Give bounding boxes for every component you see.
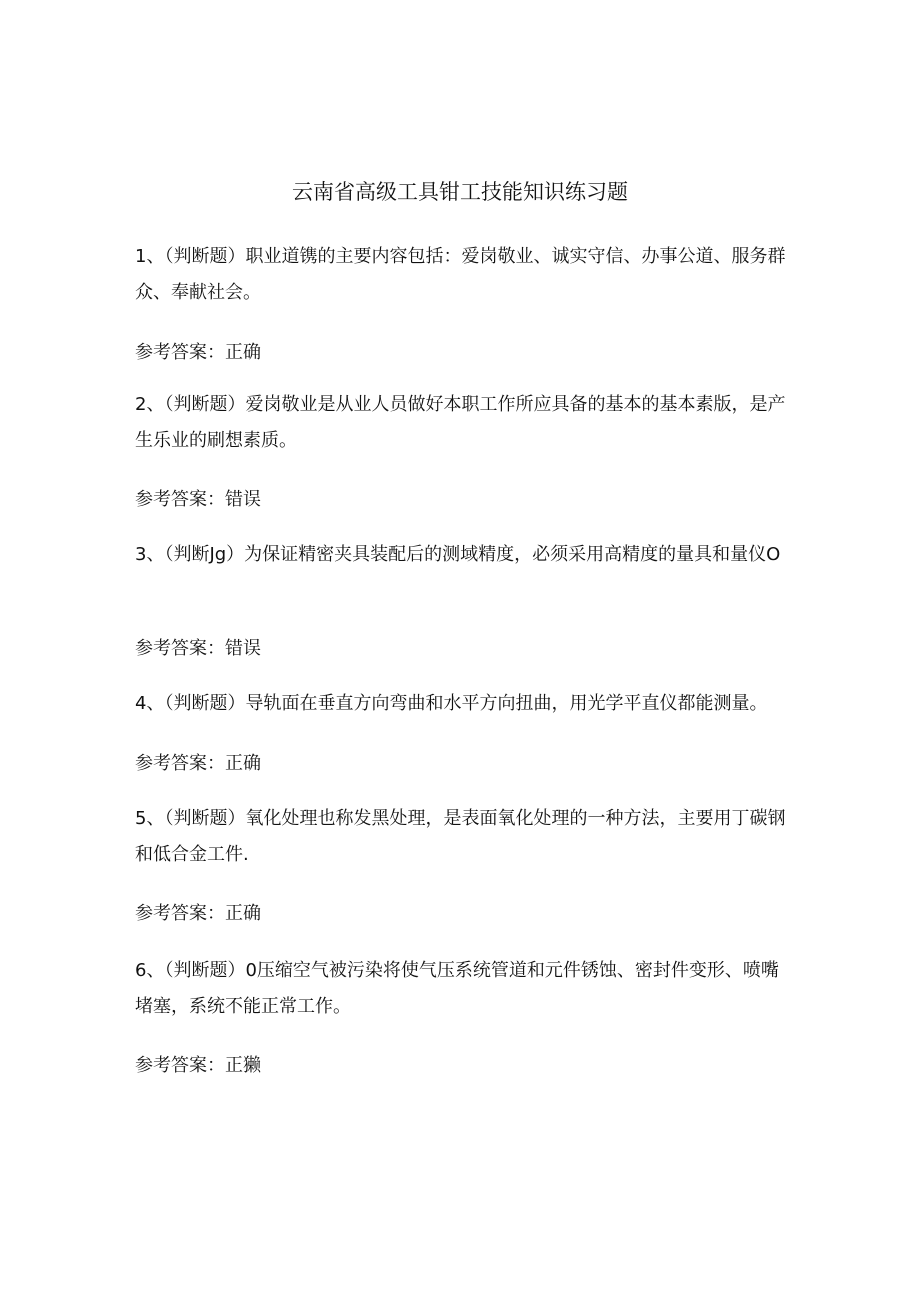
answer-1: 参考答案：正确 xyxy=(135,342,261,363)
question-3: 3、（判断Jg）为保证精密夹具装配后的测域精度，必须采用高精度的量具和量仪O xyxy=(135,544,781,565)
answer-6: 参考答案：正獭 xyxy=(135,1055,261,1076)
answer-3: 参考答案：错误 xyxy=(135,638,261,659)
question-5: 5、（判断题）氧化处理也称发黑处理，是表面氧化处理的一种方法，主要用丁碳钢和低合金工件. xyxy=(135,808,786,865)
answer-4: 参考答案：正确 xyxy=(135,753,261,774)
question-4: 4、（判断题）导轨面在垂直方向弯曲和水平方向扭曲，用光学平直仪都能测量。 xyxy=(135,693,768,714)
question-1: 1、（判断题）职业道镌的主要内容包括：爱岗敬业、诚实守信、办事公道、服务群众、奉献社会。 xyxy=(135,246,786,303)
answer-2: 参考答案：错误 xyxy=(135,489,261,510)
question-2: 2、（判断题）爱岗敬业是从业人员做好本职工作所应具备的基本的基本素版，是产生乐业的刷想素质。 xyxy=(135,394,786,451)
document-title: 云南省高级工具钳工技能知识练习题 xyxy=(292,180,628,204)
question-6: 6、（判断题）0压缩空气被污染将使气压系统管道和元件锈蚀、密封件变形、喷嘴堵塞，系统不能正常工作。 xyxy=(135,960,779,1017)
answer-5: 参考答案：正确 xyxy=(135,903,261,924)
